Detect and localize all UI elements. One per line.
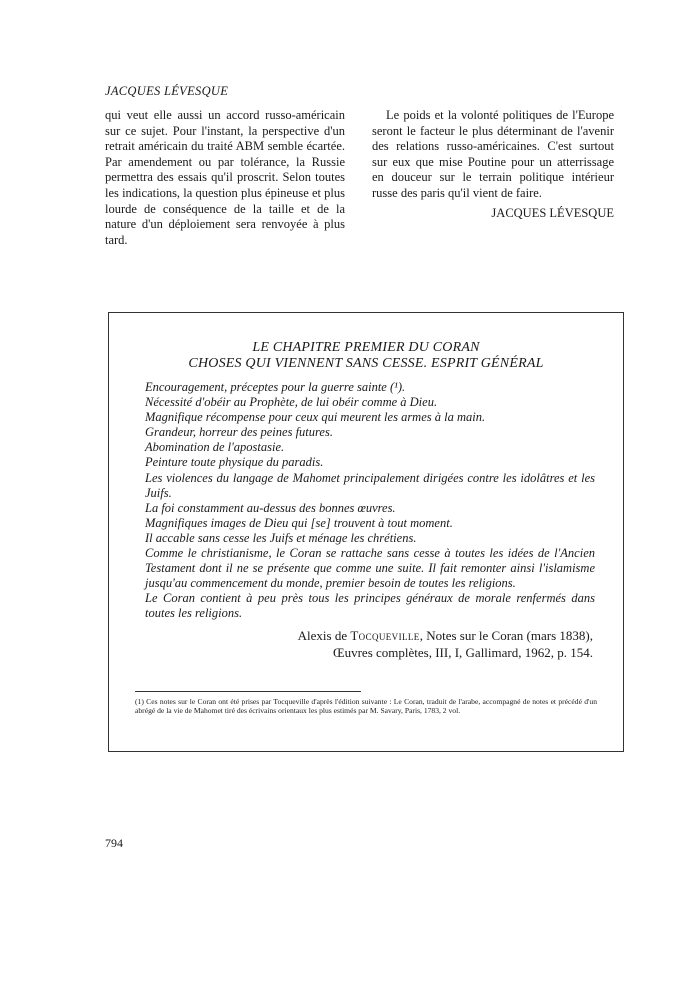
box-title-line-1: LE CHAPITRE PREMIER DU CORAN [252, 340, 480, 355]
quote-line: Nécessité d'obéir au Prophète, de lui obéir comme à Dieu. [145, 395, 438, 410]
quote-line: Il accable sans cesse les Juifs et ménage les chrétiens. [145, 530, 417, 545]
quote-line: Magnifique récompense pour ceux qui meurent les armes à la main. [145, 410, 486, 425]
source-title: , Notes sur le Coran (mars 1838), [419, 628, 593, 643]
quote-line: Encouragement, préceptes pour la guerre sainte (¹). [145, 380, 406, 394]
quote-line: Le Coran contient à peu près tous les principes généraux de morale renfermés dans toutes les religions. [145, 591, 595, 621]
right-column [372, 108, 614, 221]
source-line-1 [173, 628, 593, 645]
quote-line: Abomination de l'apostasie. [145, 440, 285, 455]
footnote: (1) Ces notes sur le Coran ont été prises par Tocqueville d'après l'édition suivante : Le Coran, traduit de l'arabe, accompagné de notes et précédé d'un abrégé de la vie de Mahomet tiré des écrivains orientaux les plus estimés par M. Savary, Paris, 1783, 2 vol. [135, 697, 597, 716]
source-author-first: Alexis de [297, 628, 348, 643]
quote-line: Les violences du langage de Mahomet principalement dirigées contre les idolâtres et les Juifs. [145, 470, 595, 500]
quote-line: Grandeur, horreur des peines futures. [145, 425, 333, 440]
page-number: 794 [105, 836, 123, 850]
left-column [105, 108, 345, 248]
right-column-paragraph: Le poids et la volonté politiques de l'Europe seront le facteur le plus déterminant de l'avenir des relations russo-américaines. C'est surtout sur eux que mise Poutine pour un atterrissage en douceur sur le terrain politique intérieur russe des paris qu'il vient de faire. [372, 108, 614, 200]
quote-box [108, 312, 624, 752]
source-line-2: Œuvres complètes, III, I, Gallimard, 1962, p. 154. [333, 644, 593, 660]
quote-text [145, 380, 595, 622]
running-head: JACQUES LÉVESQUE [105, 84, 229, 98]
footnote-divider [135, 691, 361, 692]
quote-source [173, 628, 593, 661]
quote-line: Magnifiques images de Dieu qui [se] trouvent à tout moment. [145, 515, 453, 530]
quote-line: Comme le christianisme, le Coran se rattache sans cesse à toutes les idées de l'Ancien Testament dont il ne se présente que comme une suite. Il fait remonter ainsi l'islamisme jusqu'au commencement du monde, premier besoin de toutes les religions. [145, 546, 595, 591]
left-column-paragraph: qui veut elle aussi un accord russo-américain sur ce sujet. Pour l'instant, la perspective d'un retrait américain du traité ABM semble écartée. Par amendement ou par tolérance, la Russie permettra des essais qu'il proscrit. Selon toutes les indications, la question plus épineuse et plus lourde de conséquence de la taille et de la nature d'un déploiement sera renvoyée à plus tard. [105, 108, 345, 247]
quote-line: La foi constamment au-dessus des bonnes œuvres. [145, 500, 396, 515]
source-author-last: Tocqueville [350, 628, 420, 643]
quote-line: Peinture toute physique du paradis. [145, 455, 324, 470]
author-signature: JACQUES LÉVESQUE [491, 205, 614, 220]
box-title-line-2: CHOSES QUI VIENNENT SANS CESSE. ESPRIT GÉNÉRAL [188, 356, 544, 371]
